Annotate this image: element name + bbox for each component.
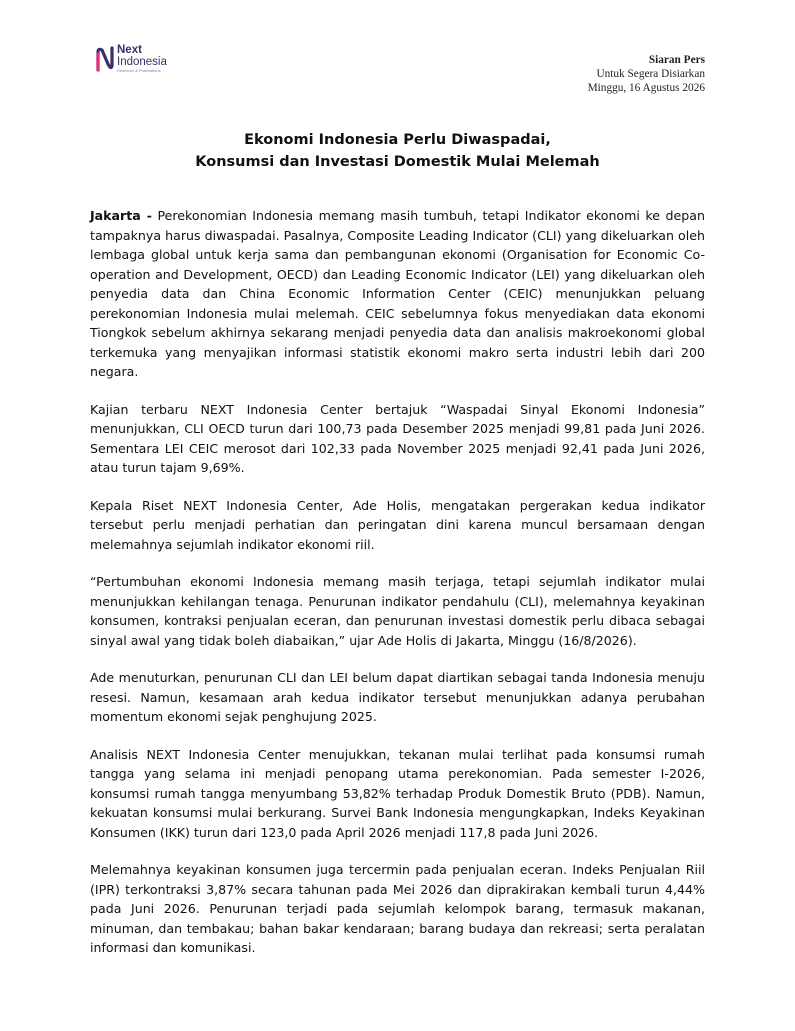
logo-tagline: Research & Publications [117, 68, 161, 73]
paragraph-1-text: Perekonomian Indonesia memang masih tumbuh, tetapi Indikator ekonomi ke depan tampaknya harus diwaspadai. Pasalnya, Composite Leading Indicator (CLI) yang dikeluarkan oleh lembaga global untuk kerja sama dan pembangunan ekonomi (Organisation for Economic Co-operation and Development, OECD) dan Leading Economic Indicator (LEI) yang dikeluarkan oleh penyedia data dan China Economic Information Center (CEIC) menunjukkan peluang perekonomian Indonesia mulai melemah. CEIC sebelumnya fokus menyediakan data ekonomi Tiongkok sebelum akhirnya sekarang menjadi penyedia data dan analisis makroekonomi global terkemuka yang menyajikan informasi statistik ekonomi makro serta industri lebih dari 200 negara. [90, 208, 705, 379]
headline [90, 129, 705, 173]
paragraph-1 [90, 206, 705, 382]
headline-line-2: Konsumsi dan Investasi Domestik Mulai Melemah [195, 154, 600, 170]
paragraph-2: Kajian terbaru NEXT Indonesia Center bertajuk “Waspadai Sinyal Ekonomi Indonesia” menunjukkan, CLI OECD turun dari 100,73 pada Desember 2025 menjadi 99,81 pada Juni 2026. Sementara LEI CEIC merosot dari 102,33 pada November 2025 menjadi 92,41 pada Juni 2026, atau turun tajam 9,69%. [90, 401, 705, 475]
release-info [588, 53, 705, 96]
paragraph-4: “Pertumbuhan ekonomi Indonesia memang masih terjaga, tetapi sejumlah indikator mulai menunjukkan kehilangan tenaga. Penurunan indikator pendahulu (CLI), melemahnya keyakinan konsumen, kontraksi penjualan eceran, dan penurunan investasi domestik perlu dibaca sebagai sinyal awal yang tidak boleh diabaikan,” ujar Ade Holis di Jakarta, Minggu (16/8/2026). [90, 574, 705, 648]
paragraph-6: Analisis NEXT Indonesia Center menujukkan, tekanan mulai terlihat pada konsumsi rumah tangga yang selama ini menjadi penopang utama perekonomian. Pada semester I-2026, konsumsi rumah tangga menyumbang 53,82% terhadap Produk Domestik Bruto (PDB). Namun, kekuatan konsumsi mulai berkurang. Survei Bank Indonesia mengungkapkan, Indeks Keyakinan Konsumen (IKK) turun dari 123,0 pada April 2026 menjadi 117,8 pada Juni 2026. [90, 746, 705, 840]
paragraph-3: Kepala Riset NEXT Indonesia Center, Ade Holis, mengatakan pergerakan kedua indikator tersebut perlu menjadi perhatian dan peringatan dini karena muncul bersamaan dengan melemahnya sejumlah indikator ekonomi riil. [90, 497, 705, 552]
paragraph-7: Melemahnya keyakinan konsumen juga tercermin pada penjualan eceran. Indeks Penjualan Riil (IPR) terkontraksi 3,87% secara tahunan pada Mei 2026 dan diprakirakan kembali turun 4,44% pada Juni 2026. Penurunan terjadi pada sejumlah kelompok barang, termasuk makanan, minuman, dan tembakau; bahan bakar kendaraan; barang budaya dan rekreasi; serta peralatan informasi dan komunikasi. [90, 862, 705, 955]
paragraph-5: Ade menuturkan, penurunan CLI dan LEI belum dapat diartikan sebagai tanda Indonesia menuju resesi. Namun, kesamaan arah kedua indikator tersebut menunjukkan adanya perubahan momentum ekonomi sejak penghujung 2025. [90, 670, 705, 724]
release-date: Minggu, 16 Agustus 2026 [587, 82, 705, 95]
next-indonesia-logo [95, 44, 205, 76]
logo-word-indonesia: Indonesia [117, 56, 167, 68]
logo-n-mark-icon [95, 46, 115, 72]
release-type: Siaran Pers [648, 54, 705, 66]
article-body [90, 206, 705, 976]
release-note: Untuk Segera Disiarkan [596, 68, 705, 81]
logo-word-next: Next [117, 44, 142, 56]
dateline: Jakarta - [90, 208, 152, 223]
headline-line-1: Ekonomi Indonesia Perlu Diwaspadai, [244, 132, 551, 148]
